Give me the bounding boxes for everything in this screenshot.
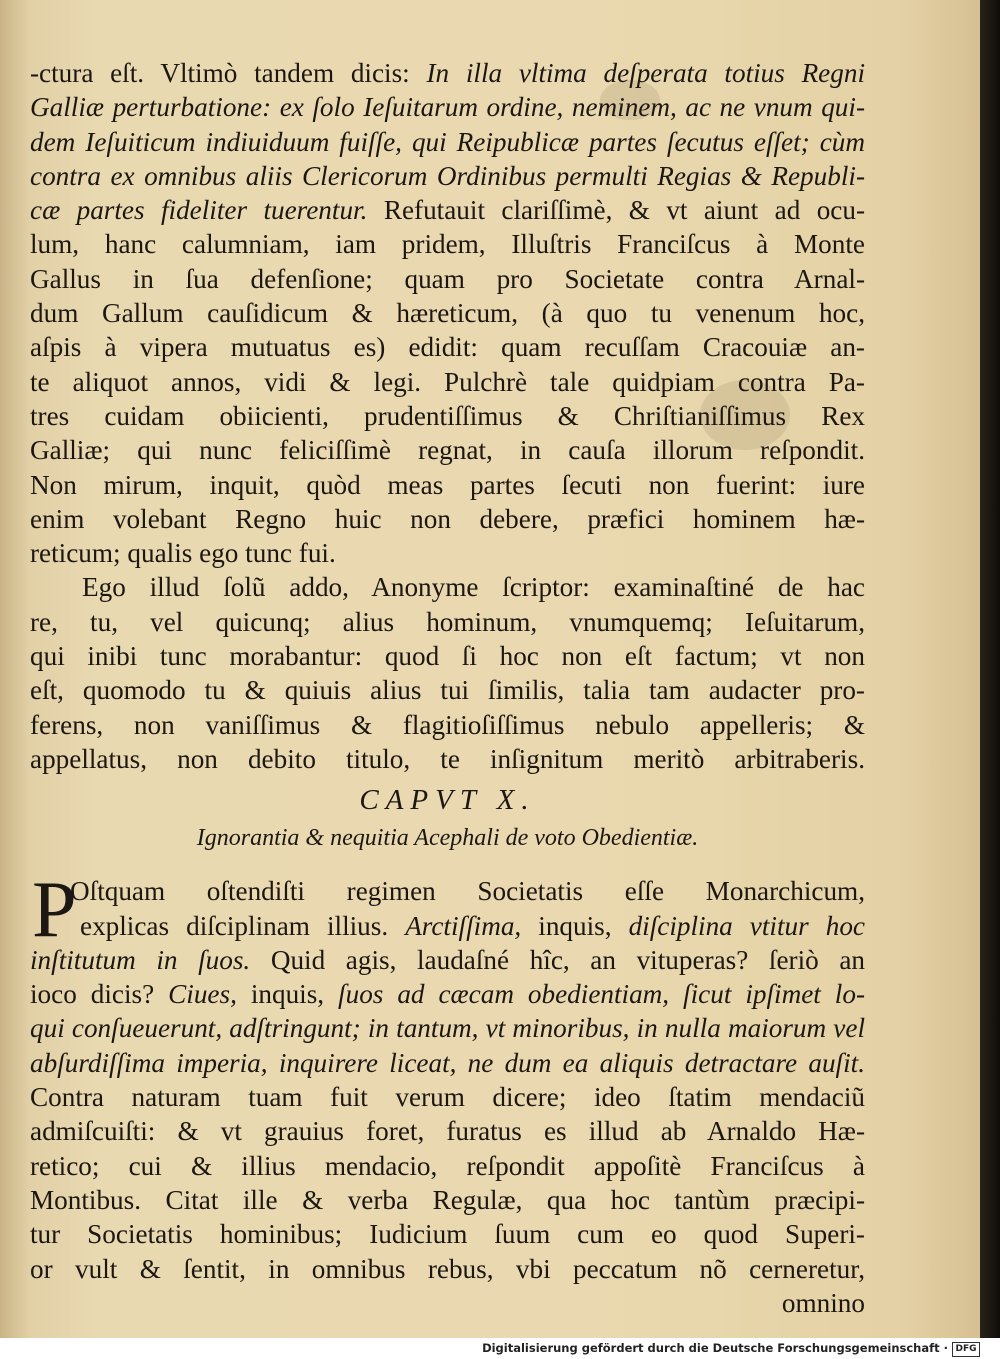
text-line: dum Gallum cauſidicum & hæreticum, (à quo tu venenum hoc, xyxy=(30,298,865,329)
chapter-body xyxy=(30,866,865,1320)
text-line: Montibus. Citat ille & verba Regulæ, qua hoc tantùm præcipi- xyxy=(30,1184,865,1215)
text-line: Galliæ; qui nunc feliciſſimè regnat, in cauſa illorum reſpondit. xyxy=(30,435,865,466)
text-line: cæ partes fideliter tuerentur. Refutauit clariſſimè, & vt aiunt ad ocu- xyxy=(30,195,866,226)
page-edge-shadow xyxy=(980,0,1000,1338)
text-line: tur Societatis hominibus; Iudicium ſuum cum eo quod Superi- xyxy=(30,1219,865,1250)
funding-note: Digitalisierung gefördert durch die Deutsche Forschungsgemeinschaft · xyxy=(482,1341,948,1355)
text-line: eſt, quomodo tu & quiuis alius tui ſimilis, talia tam audacter pro- xyxy=(30,675,865,706)
text-line: re, tu, vel quicunq; alius hominum, vnumquemq; Ieſuitarum, xyxy=(30,606,865,637)
text-line: te aliquot annos, vidi & legi. Pulchrè tale quidpiam contra Pa- xyxy=(30,366,865,397)
catchword: omnino xyxy=(781,1287,865,1318)
page-text xyxy=(30,56,865,1320)
text-line: enim volebant Regno huic non debere, præfici hominem hæ- xyxy=(30,503,865,534)
text-line: lum, hanc calumniam, iam pridem, Illuſtris Franciſcus à Monte xyxy=(30,229,865,260)
dfg-logo: DFG xyxy=(952,1342,980,1357)
text-line: abſurdiſſima imperia, inquirere liceat, ne dum ea aliquis detractare auſit. xyxy=(30,1047,865,1078)
text-line: Non mirum, inquit, quòd meas partes ſecuti non fuerint: iure xyxy=(30,469,865,500)
text-line: Ego illud ſolũ addo, Anonyme ſcriptor: examinaſtiné de hac xyxy=(82,572,865,603)
text-line: Contra naturam tuam fuit verum dicere; ideo ſtatim mendaciũ xyxy=(30,1082,865,1113)
text-line: dem Ieſuiticum indiuiduum fuiſſe, qui Reipublicæ partes ſecutus eſſet; cùm xyxy=(30,126,865,157)
text-line: tres cuidam obiicienti, prudentiſſimus & Chriſtianiſſimus Rex xyxy=(30,400,865,431)
text-line: or vult & ſentit, in omnibus rebus, vbi peccatum nõ cerneretur, xyxy=(30,1253,865,1284)
chapter-subheading: Ignorantia & nequitia Acephali de voto Obedientiæ. xyxy=(196,825,699,852)
text-line: ferens, non vaniſſimus & flagitioſiſſimus nebulo appelleris; & xyxy=(30,709,865,740)
text-line: Gallus in ſua defenſione; quam pro Societate contra Arnal- xyxy=(30,263,865,294)
text-line: qui inibi tunc morabantur: quod ſi hoc non eſt factum; vt non xyxy=(30,641,865,672)
text-line: Galliæ perturbatione: ex ſolo Ieſuitarum ordine, neminem, ac ne vnum qui- xyxy=(30,92,865,123)
drop-cap: P xyxy=(32,866,77,955)
text-line: reticum; qualis ego tunc fui. xyxy=(30,538,336,569)
text-line: aſpis à vipera mutuatus es) edidit: quam recuſſam Cracouiæ an- xyxy=(30,332,865,363)
text-line: appellatus, non debito titulo, te inſignitum meritò arbitraberis. xyxy=(30,743,865,774)
text-line: retico; cui & illius mendacio, reſpondit appoſitè Franciſcus à xyxy=(30,1150,865,1181)
text-line: -ctura eſt. Vltimò tandem dicis: In illa vltima deſperata totius Regni xyxy=(30,58,865,88)
text-line: inſtitutum in ſuos. Quid agis, laudaſné hîc, an vituperas? ſeriò an xyxy=(30,944,865,975)
chapter-heading: CAPVT X. xyxy=(359,784,536,817)
text-line: Oſtquam oſtendiſti regimen Societatis eſſe Monarchicum, xyxy=(70,876,865,907)
text-line: admiſcuiſti: & vt grauius foret, furatus es illud ab Arnaldo Hæ- xyxy=(30,1116,865,1147)
digitization-footer xyxy=(0,1338,1000,1359)
text-line: qui conſueuerunt, adſtringunt; in tantum, vt minoribus, in nulla maiorum vel xyxy=(30,1013,865,1044)
text-line: contra ex omnibus aliis Clericorum Ordinibus permulti Regias & Republi- xyxy=(30,160,865,191)
text-line: explicas diſciplinam illius. Arctiſſima, inquis, diſciplina vtitur hoc xyxy=(80,910,865,941)
text-line: ioco dicis? Ciues, inquis, ſuos ad cæcam obedientiam, ſicut ipſimet lo- xyxy=(30,979,865,1010)
